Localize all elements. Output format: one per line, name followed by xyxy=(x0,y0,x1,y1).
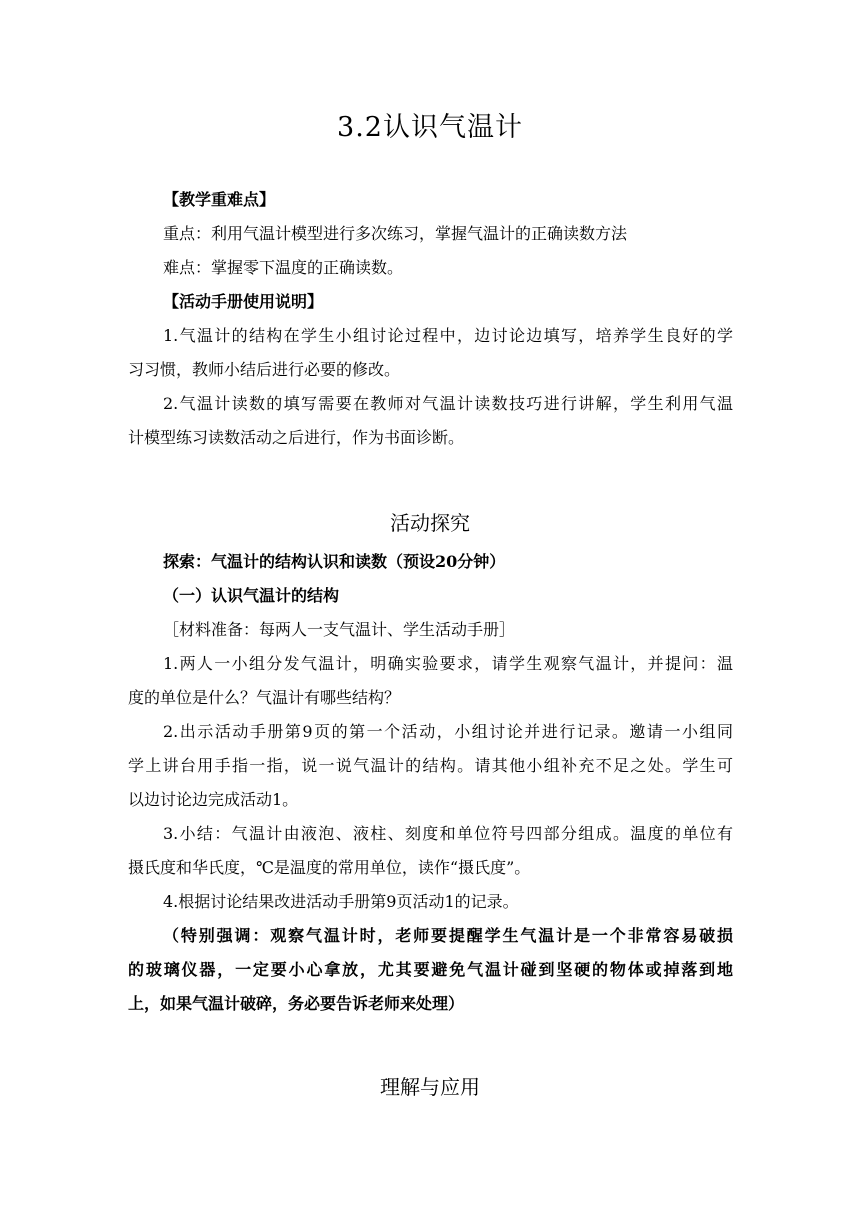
note2-line2: 计模型练习读数活动之后进行，作为书面诊断。 xyxy=(128,428,465,447)
section-heading-activity: 活动探究 xyxy=(390,511,470,535)
subsection-heading-structure: （一）认识气温计的结构 xyxy=(163,586,340,605)
difficulty-text: 难点：掌握零下温度的正确读数。 xyxy=(163,258,404,277)
step2-line3: 以边讨论边完成活动1。 xyxy=(128,790,299,809)
step1-line1: 1.两人一小组分发气温计，明确实验要求，请学生观察气温计，并提问：温 xyxy=(163,654,733,673)
emphasis-line3: 上，如果气温计破碎，务必要告诉老师来处理） xyxy=(128,994,465,1013)
section-heading-application: 理解与应用 xyxy=(380,1075,480,1099)
note2-line1: 2.气温计读数的填写需要在教师对气温计读数技巧进行讲解，学生利用气温 xyxy=(163,394,733,413)
step3-line2: 摄氏度和华氏度，℃是温度的常用单位，读作“摄氏度”。 xyxy=(128,858,531,877)
step1-line2: 度的单位是什么？气温计有哪些结构？ xyxy=(128,688,401,707)
step3-line1: 3.小结：气温计由液泡、液柱、刻度和单位符号四部分组成。温度的单位有 xyxy=(163,824,733,843)
explore-heading: 探索：气温计的结构认识和读数（预设20分钟） xyxy=(163,552,506,571)
step4-text: 4.根据讨论结果改进活动手册第9页活动1的记录。 xyxy=(163,892,519,911)
step2-line2: 学上讲台用手指一指，说一说气温计的结构。请其他小组补充不足之处。学生可 xyxy=(128,756,733,775)
emphasis-line2: 的玻璃仪器，一定要小心拿放，尤其要避免气温计碰到坚硬的物体或掉落到地 xyxy=(128,960,733,979)
page-title: 3.2认识气温计 xyxy=(337,112,523,143)
note1-line1: 1.气温计的结构在学生小组讨论过程中，边讨论边填写，培养学生良好的学 xyxy=(163,326,733,345)
materials-text: ［材料准备：每两人一支气温计、学生活动手册］ xyxy=(163,620,516,639)
emphasis-line1: （特别强调：观察气温计时，老师要提醒学生气温计是一个非常容易破损 xyxy=(163,926,733,945)
key-point-text: 重点：利用气温计模型进行多次练习，掌握气温计的正确读数方法 xyxy=(163,224,628,243)
step2-line1: 2.出示活动手册第9页的第一个活动，小组讨论并进行记录。邀请一小组同 xyxy=(163,722,733,741)
heading-key-difficulties: 【教学重难点】 xyxy=(163,190,276,209)
heading-handbook-instructions: 【活动手册使用说明】 xyxy=(163,292,324,311)
note1-line2: 习习惯，教师小结后进行必要的修改。 xyxy=(128,360,401,379)
